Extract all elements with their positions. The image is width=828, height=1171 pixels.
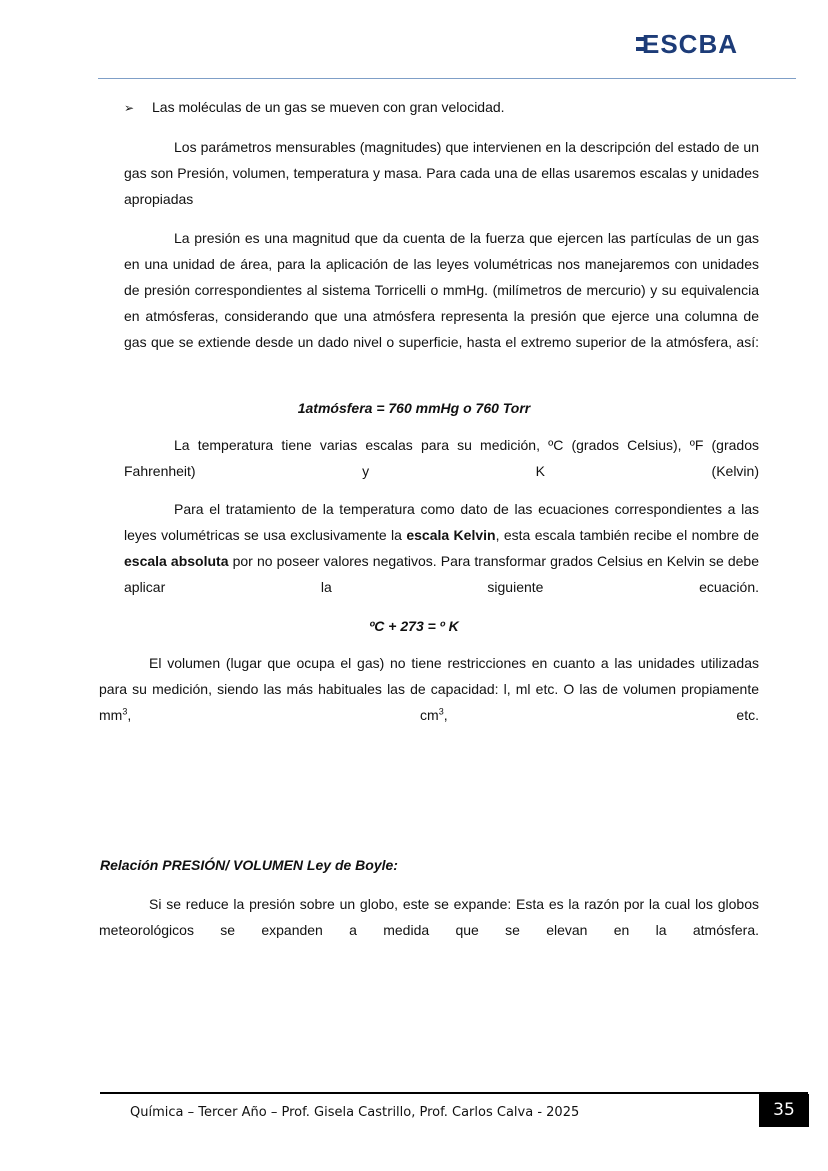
paragraph-pressure: La presión es una magnitud que da cuenta de la fuerza que ejercen las partículas de un gas en una unidad de área, para la aplicación de las leyes volumétricas nos manejaremos con unidades de presión correspondientes al sistema Torricelli o mmHg. (milímetros de mercurio) y su equivalencia en atmósferas, considerando que una atmósfera representa la presión que ejerce una columna de gas que se extiende desde un dado nivel o superficie, hasta el extremo superior de la atmósfera, así: <box>124 230 759 350</box>
formula-atmosphere: 1atmósfera = 760 mmHg o 760 Torr <box>297 400 531 416</box>
paragraph-boyle: Si se reduce la presión sobre un globo, este se expande: Esta es la razón por la cual los globos meteorológicos se expanden a medida que se elevan en la atmósfera. <box>99 896 759 938</box>
bullet-item <box>124 94 505 121</box>
paragraph-volume: El volumen (lugar que ocupa el gas) no tiene restricciones en cuanto a las unidades utilizadas para su medición, siendo las más habituales las de capacidad: l, ml etc. O las de volumen propiamente $mm^3$, $cm^3$, etc. <box>99 655 759 723</box>
escba-logo <box>636 30 790 58</box>
arrowhead-bullet-icon: ➢ <box>124 101 135 115</box>
paragraph-parameters: Los parámetros mensurables (magnitudes) que intervienen en la descripción del estado de un gas son Presión, volumen, temperatura y masa. Para cada una de ellas usaremos escalas y unidades apropiadas <box>124 139 759 207</box>
section-heading-boyle: Relación PRESIÓN/ VOLUMEN Ley de Boyle: <box>100 857 398 873</box>
header-divider <box>98 78 796 79</box>
escba-logo-mark <box>636 30 790 58</box>
bold-escala-absoluta: escala absoluta <box>124 553 229 569</box>
bold-escala-kelvin: escala Kelvin <box>406 527 496 543</box>
paragraph-temperature: La temperatura tiene varias escalas para su medición, ºC (grados Celsius), ºF (grados Fahrenheit) y K (Kelvin) <box>124 437 759 479</box>
footer-text: Química – Tercer Año – Prof. Gisela Castrillo, Prof. Carlos Calva - 2025 <box>130 1105 580 1120</box>
bullet-text: Las moléculas de un gas se mueven con gran velocidad. <box>152 99 505 115</box>
footer-divider <box>100 1092 808 1094</box>
formula-celsius-kelvin: ºC + 273 = º K <box>369 618 459 634</box>
page-number: 35 <box>759 1094 809 1127</box>
paragraph-kelvin: Para el tratamiento de la temperatura como dato de las ecuaciones correspondientes a las leyes volumétricas se usa exclusivamente la escala Kelvin, esta escala también recibe el nombre de escala absoluta por no poseer valores negativos. Para transformar grados Celsius en Kelvin se debe aplicar la siguiente ecuación. <box>124 501 759 595</box>
svg-text:ESCBA: ESCBA <box>642 30 739 58</box>
